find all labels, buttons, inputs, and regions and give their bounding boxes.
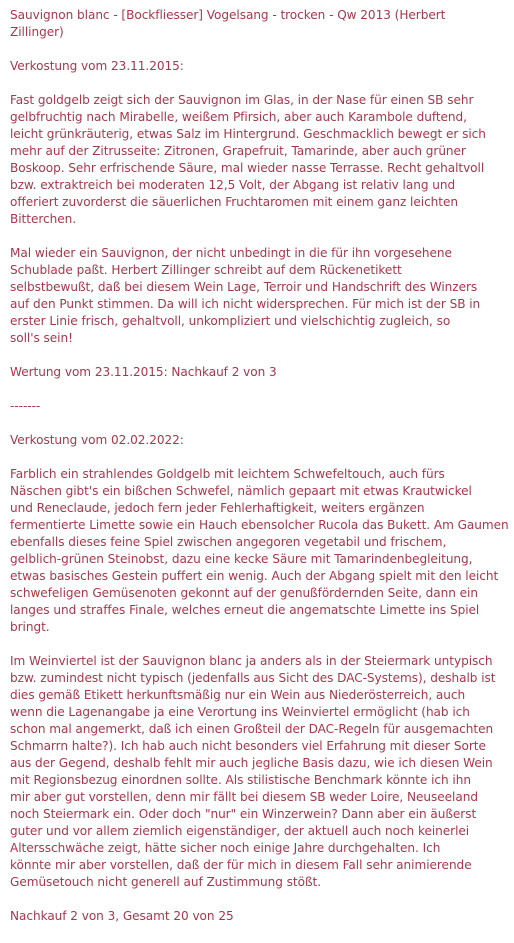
tasting-heading-2015: Verkostung vom 23.11.2015: bbox=[10, 59, 184, 73]
tasting-paragraph-2015-1: Fast goldgelb zeigt sich der Sauvignon im Glas, in der Nase für einen SB sehr gelbfruchtig nach Mirabelle, weißem Pfirsich, aber auch Karambole duftend, leicht grünkräuterig, etwas Salz im Hintergrund. Geschmacklich bewegt er sich mehr auf der Zitrusseite: Zitronen, Grapefruit, Tamarinde, aber auch grüner Boskoop. Sehr erfrischende Säure, mal wieder nasse Terrasse. Recht gehaltvoll bzw. extraktreich bei moderaten 12,5 Volt, der Abgang ist relativ lang und offeriert zuvorderst die säuerlichen Fruchtaromen mit einem ganz leichten Bitterchen. bbox=[10, 93, 486, 226]
tasting-paragraph-2022-2: Im Weinviertel ist der Sauvignon blanc ja anders als in der Steiermark untypisch bzw. zumindest nicht typisch (jedenfalls aus Sicht des DAC-Systems), deshalb ist dies gemäß Etikett herkunftsmäßig nur ein Wein aus Niederösterreich, auch wenn die Lagenangabe ja eine Verortung ins Weinviertel ermöglicht (hab ich schon mal angemerkt, daß ich einen Großteil der DAC-Regeln für ausgemachten Schmarrn halte?). Ich hab auch nicht besonders viel Erfahrung mit dieser Sorte aus der Gegend, deshalb fehlt mir auch jegliche Basis dazu, wie ich diesen Wein mit Regionsbezug einordnen sollte. Als stilistische Benchmark könnte ich ihn mir aber gut vorstellen, denn mir fällt bei diesem SB weder Loire, Neuseeland noch Steiermark ein. Oder doch "nur" ein Winzerwein? Dann aber ein äußerst guter und vor allem ziemlich eigenständiger, der aktuell auch noch keinerlei Altersschwäche zeigt, hätte sicher noch einige Jahre durchgehalten. Ich könnte mir aber vorstellen, daß der für mich in diesem Fall sehr animierende Gemüsetouch nicht generell auf Zustimmung stößt. bbox=[10, 654, 496, 889]
tasting-heading-2022: Verkostung vom 02.02.2022: bbox=[10, 433, 184, 447]
wine-title: Sauvignon blanc - [Bockfliesser] Vogelsang - trocken - Qw 2013 (Herbert Zillinger) bbox=[10, 8, 446, 39]
rating-2022: Nachkauf 2 von 3, Gesamt 20 von 25 bbox=[10, 909, 234, 923]
tasting-paragraph-2022-1: Farblich ein strahlendes Goldgelb mit leichtem Schwefeltouch, auch fürs Näschen gibt's ein bißchen Schwefel, nämlich gepaart mit etwas Krautwickel und Reneclaude, jedoch fern jeder Fehlerhaftigkeit, weiters ergänzen fermentierte Limette sowie ein Hauch ebensolcher Rucola das Bukett. Am Gaumen ebenfalls dieses feine Spiel zwischen angegoren vegetabil und frischem, gelblich-grünen Steinobst, dazu eine kecke Säure mit Tamarindenbegleitung, etwas basisches Gestein puffert ein wenig. Auch der Abgang spielt mit den leicht schwefeligen Gemüsenoten gekonnt auf der genußfördernden Seite, dann ein langes und straffes Finale, welches erneut die angematschte Limette ins Spiel bringt. bbox=[10, 467, 509, 634]
tasting-paragraph-2015-2: Mal wieder ein Sauvignon, der nicht unbedingt in die für ihn vorgesehene Schublade paßt. Herbert Zillinger schreibt auf dem Rückenetikett selbstbewußt, daß bei diesem Wein Lage, Terroir und Handschrift des Winzers auf den Punkt stimmen. Da will ich nicht widersprechen. Für mich ist der SB in erster Linie frisch, gehaltvoll, unkompliziert und vielschichtig zugleich, so soll's sein! bbox=[10, 246, 481, 345]
separator: ------- bbox=[10, 399, 41, 413]
rating-2015: Wertung vom 23.11.2015: Nachkauf 2 von 3 bbox=[10, 365, 277, 379]
